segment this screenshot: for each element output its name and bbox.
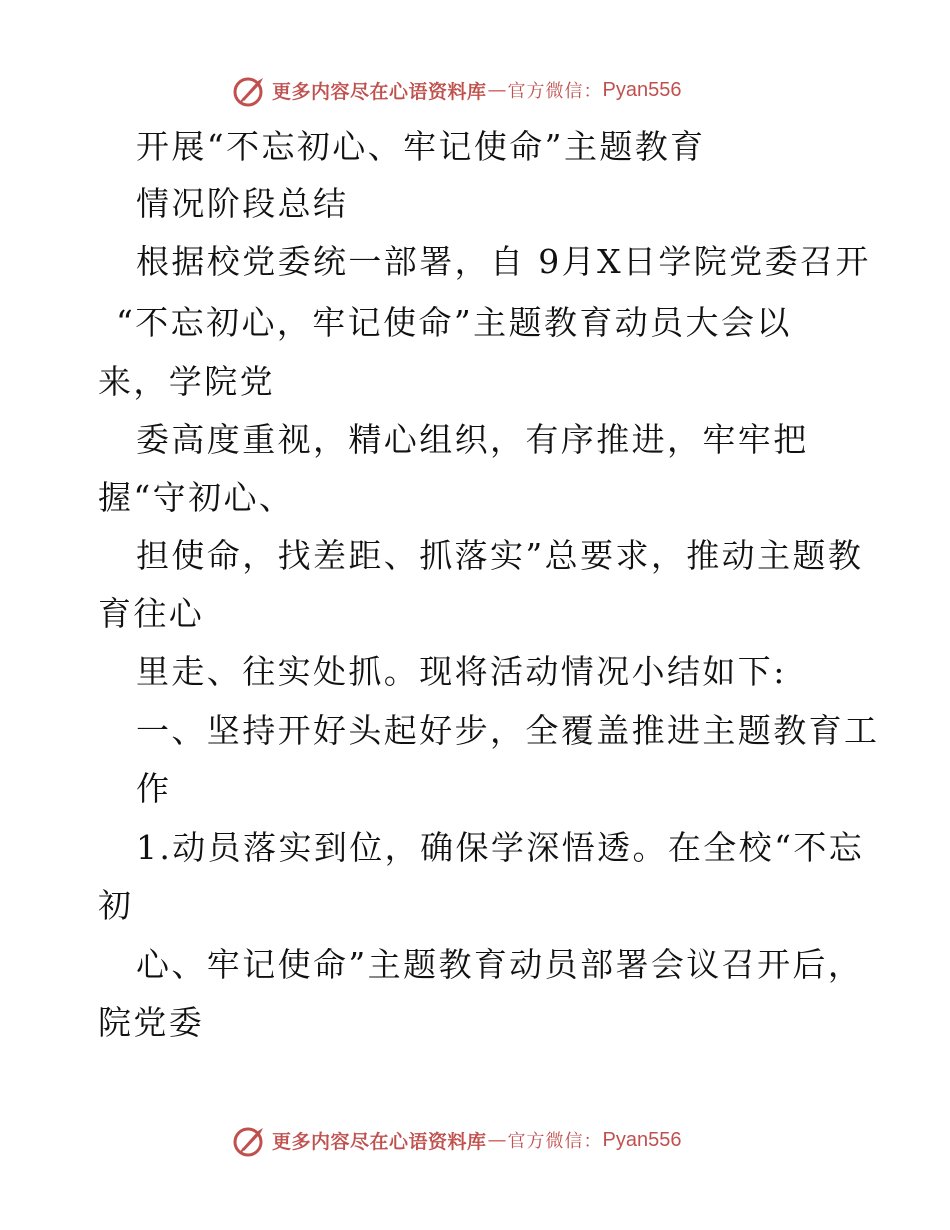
text-line: “不忘初心，牢记使命”主题教育动员大会以 [116, 303, 792, 342]
pen-logo-icon [232, 1122, 268, 1158]
text-line: 来，学院党 [98, 362, 275, 401]
text-line: 握“守初心、 [98, 478, 295, 517]
text-line: 根据校党委统一部署，自 9月X日学院党委召开 [136, 242, 871, 281]
text-line: 担使命，找差距、抓落实”总要求，推动主题教 [136, 536, 864, 575]
text-line: 1.动员落实到位，确保学深悟透。在全校“不忘 [136, 828, 865, 867]
text-line: 情况阶段总结 [136, 184, 349, 223]
watermark-text: 更多内容尽在心语资料库 [272, 80, 487, 103]
watermark-label: 官方微信： [507, 1131, 603, 1152]
text-line: 院党委 [98, 1003, 205, 1042]
text-line: 开展“不忘初心、牢记使命”主题教育 [136, 127, 706, 166]
watermark-id: Pyan556 [602, 78, 682, 101]
text-line: 里走、往实处抓。现将活动情况小结如下: [136, 652, 787, 691]
watermark-label: 官方微信： [507, 81, 603, 102]
watermark-id: Pyan556 [602, 1128, 682, 1151]
watermark-text: 更多内容尽在心语资料库 [272, 1130, 487, 1153]
text-line: 作 [136, 769, 172, 808]
watermark-dash: — [487, 1129, 507, 1151]
watermark-dash: — [487, 79, 507, 101]
text-line: 委高度重视，精心组织，有序推进，牢牢把 [136, 420, 809, 459]
text-line: 初 [98, 886, 134, 925]
watermark-footer [232, 1121, 681, 1159]
watermark-header [232, 71, 681, 109]
pen-logo-icon [232, 72, 268, 108]
text-line: 心、牢记使命”主题教育动员部署会议召开后， [136, 945, 864, 984]
text-line: 一、坚持开好头起好步，全覆盖推进主题教育工 [136, 711, 880, 750]
text-line: 育往心 [98, 594, 205, 633]
